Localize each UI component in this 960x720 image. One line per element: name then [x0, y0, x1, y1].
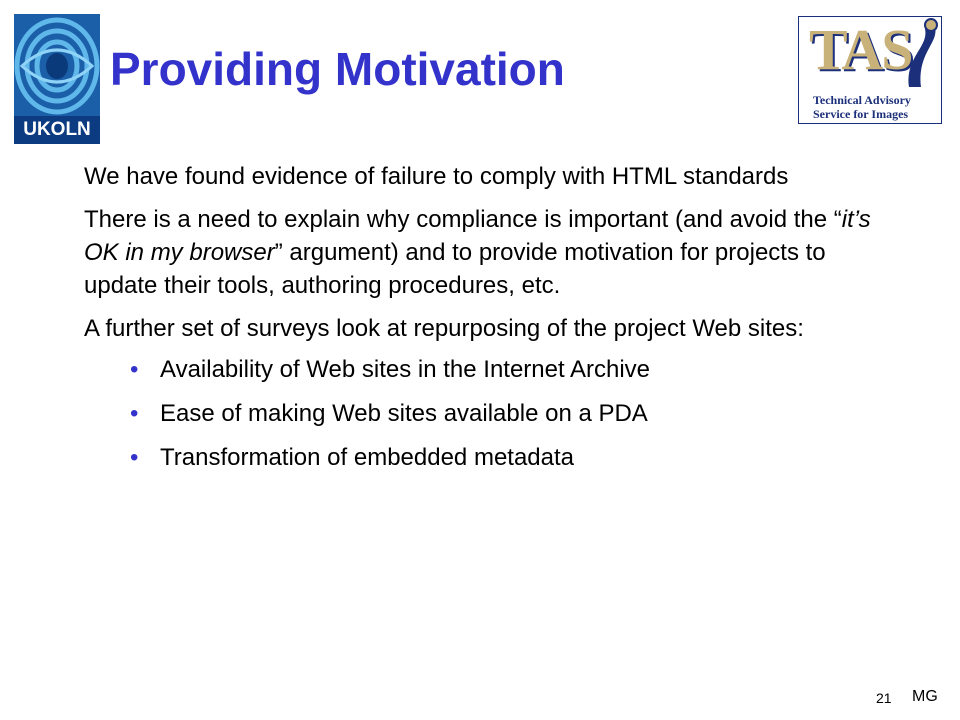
paragraph-2 [84, 203, 904, 302]
bullet-icon: • [130, 356, 139, 383]
paragraph-1: We have found evidence of failure to comply with HTML standards [84, 163, 789, 190]
bullet-icon: • [130, 400, 139, 427]
bullet-item [128, 399, 904, 429]
bullet-text: Availability of Web sites in the Internet Archive [160, 356, 651, 383]
bullet-item [128, 355, 904, 385]
author-initials: MG [912, 688, 938, 705]
tasi-tagline-line2: Service for Images [813, 107, 909, 121]
tasi-tagline [813, 93, 939, 121]
ukoln-logo [14, 14, 100, 144]
slide-body [84, 160, 904, 487]
slide-number: 21 [876, 690, 892, 706]
bullet-text: Ease of making Web sites available on a PDA [160, 400, 648, 427]
ukoln-eye-icon [14, 14, 100, 116]
tasi-logo [798, 16, 942, 124]
bullet-icon: • [130, 444, 139, 471]
tasi-tagline-line1: Technical Advisory [813, 93, 911, 107]
paragraph-2-after: ” argument) and to provide motivation for projects to update their tools, authoring procedures, etc. [84, 239, 826, 299]
tasi-logo-text: TAS [809, 17, 912, 82]
bullet-list [84, 355, 904, 473]
paragraph-2-before: There is a need to explain why compliance is important (and avoid the “ [84, 206, 842, 233]
tasi-swirl-icon [899, 17, 943, 91]
bullet-text: Transformation of embedded metadata [160, 444, 575, 471]
paragraph-3: A further set of surveys look at repurposing of the project Web sites: [84, 315, 804, 342]
bullet-item [128, 443, 904, 473]
slide-title: Providing Motivation [110, 43, 565, 95]
ukoln-label: UKOLN [14, 116, 100, 144]
paragraph-2-emphasis: it’s OK in my browser [84, 206, 871, 266]
